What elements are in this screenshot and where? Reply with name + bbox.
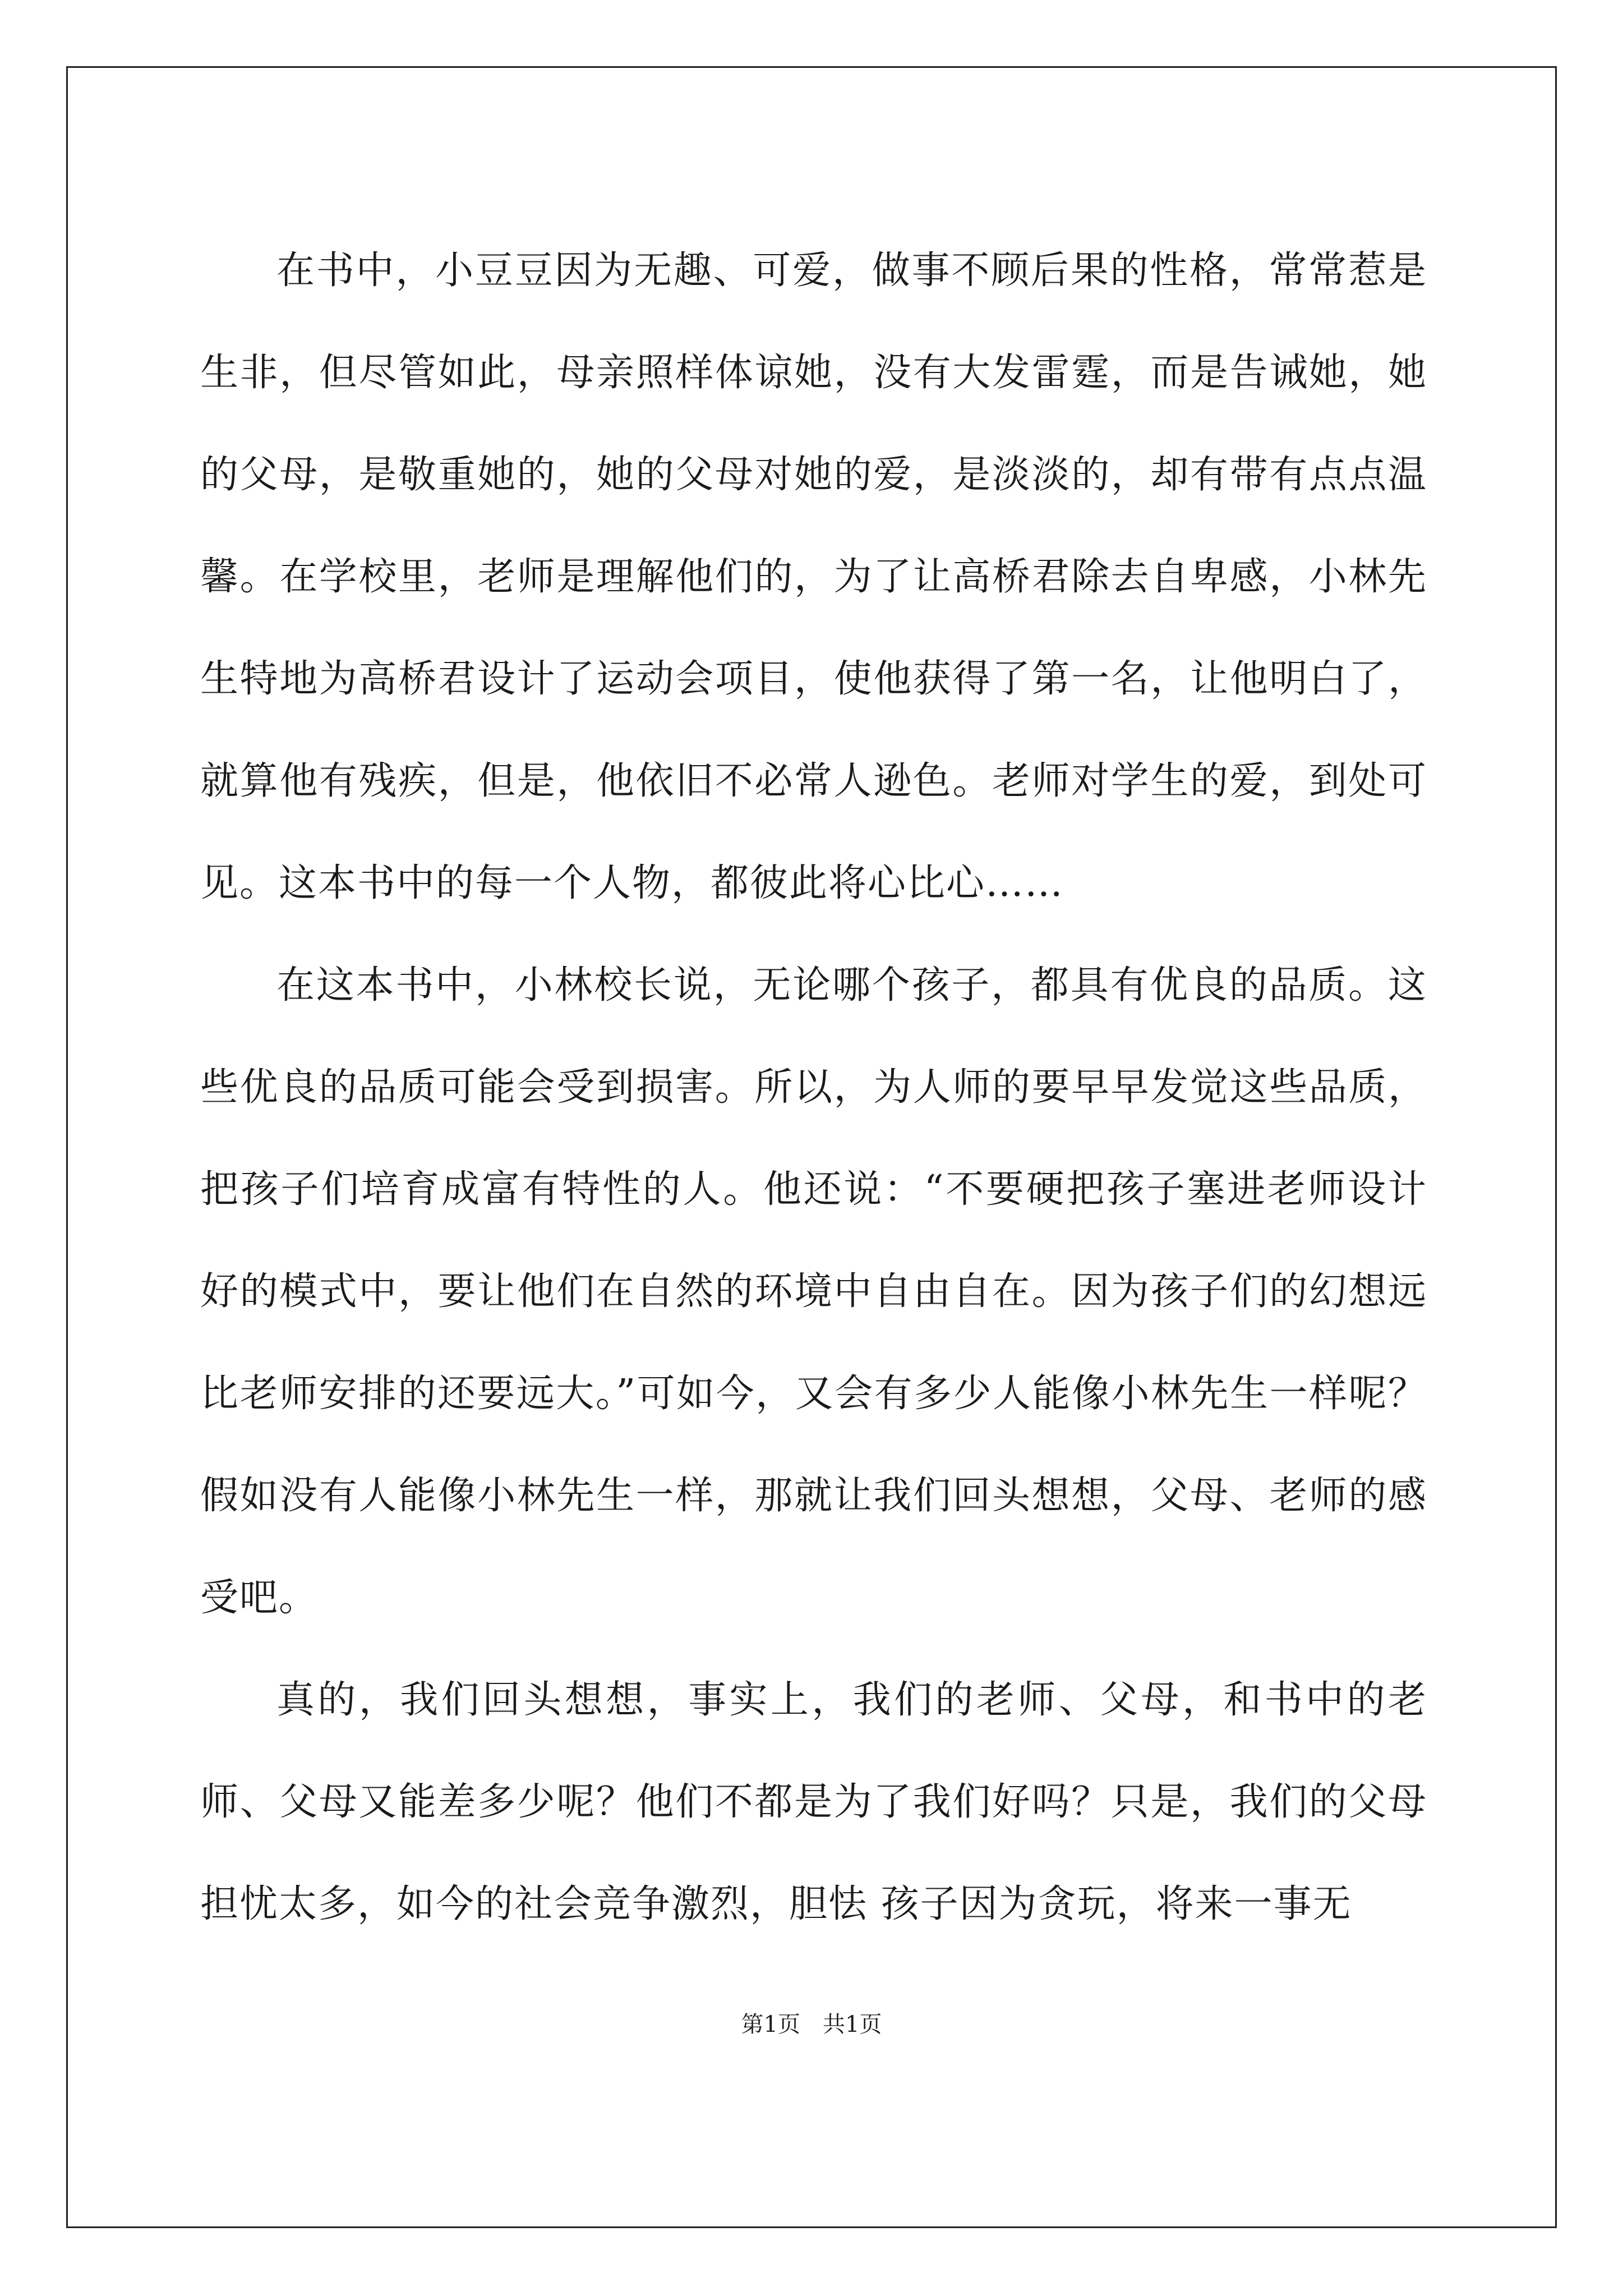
document-body bbox=[200, 220, 1427, 1955]
page-footer bbox=[0, 2011, 1623, 2038]
paragraph-1: 在书中，小豆豆因为无趣、可爱，做事不顾后果的性格，常常惹是生非，但尽管如此，母亲照样体谅她，没有大发雷霆，而是告诫她，她的父母，是敬重她的，她的父母对她的爱，是淡淡的，却有带有点点温馨。在学校里，老师是理解他们的，为了让高桥君除去自卑感，小林先生特地为高桥君设计了运动会项目，使他获得了第一名，让他明白了，就算他有残疾，但是，他依旧不必常人逊色。老师对学生的爱，到处可见。这本书中的每一个人物，都彼此将心比心…… bbox=[200, 249, 1427, 905]
paragraph-2: 在这本书中，小林校长说，无论哪个孩子，都具有优良的品质。这些优良的品质可能会受到损害。所以，为人师的要早早发觉这些品质，把孩子们培育成富有特性的人。他还说：“不要硬把孩子塞进老师设计好的模式中，要让他们在自然的环境中自由自在。因为孩子们的幻想远比老师安排的还要远大。”可如今，又会有多少人能像小林先生一样呢？假如没有人能像小林先生一样，那就让我们回头想想，父母、老师的感受吧。 bbox=[200, 963, 1427, 1620]
paragraph-3: 真的，我们回头想想，事实上，我们的老师、父母，和书中的老师、父母又能差多少呢？他们不都是为了我们好吗？只是，我们的父母担忧太多，如今的社会竞争激烈，胆怯 孩子因为贪玩，将来一事无 bbox=[200, 1678, 1427, 1926]
current-page-label: 第1页 bbox=[741, 2012, 800, 2037]
total-pages-label: 共1页 bbox=[823, 2012, 882, 2037]
